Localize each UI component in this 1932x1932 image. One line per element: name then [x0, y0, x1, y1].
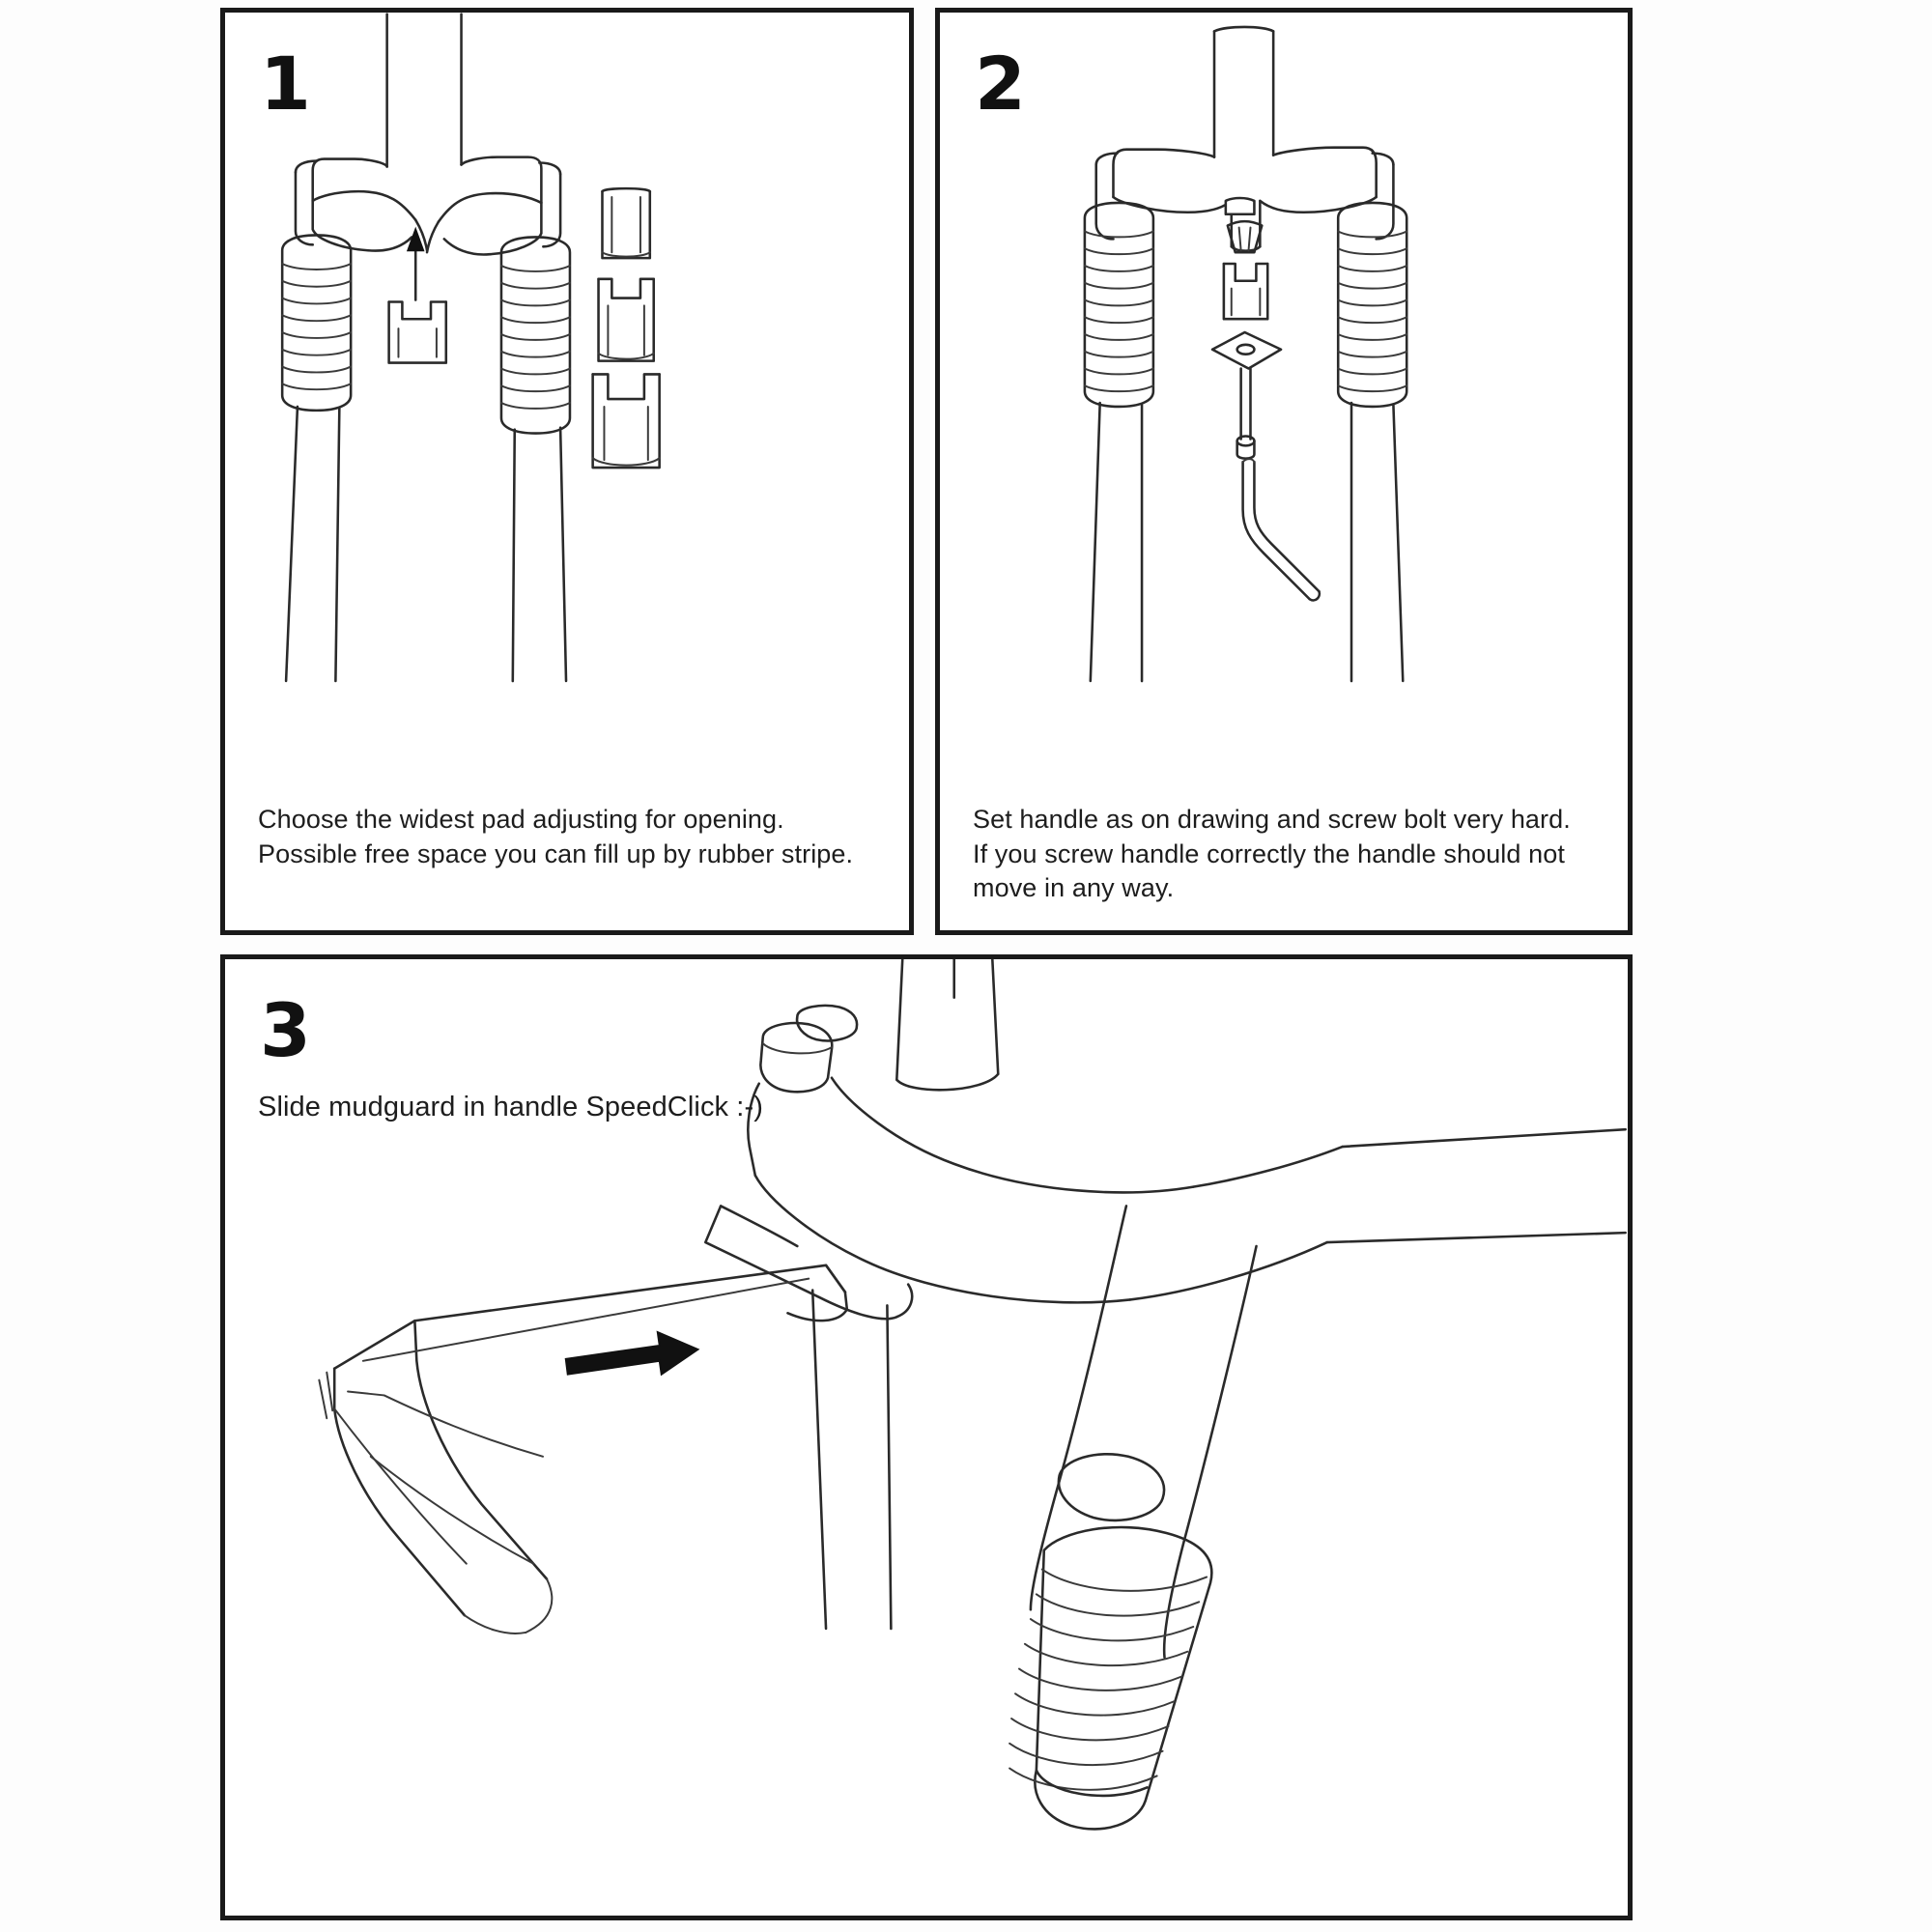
instruction-panel-3 [220, 954, 1633, 1920]
caption-step-2: Set handle as on drawing and screw bolt very hard. If you screw handle correctly the handle should not move in any way. [973, 805, 1571, 903]
instruction-panel-1 [220, 8, 914, 935]
step-number-3: 3 [260, 987, 311, 1073]
illustration-step-2 [940, 13, 1628, 930]
caption-step-3: Slide mudguard in handle SpeedClick :-) [258, 1092, 763, 1122]
instruction-panel-2 [935, 8, 1633, 935]
step-number-1: 1 [260, 41, 311, 127]
caption-step-1: Choose the widest pad adjusting for opening. Possible free space you can fill up by rubber stripe. [258, 805, 854, 868]
illustration-step-1 [225, 13, 909, 930]
step-number-2: 2 [975, 41, 1026, 127]
